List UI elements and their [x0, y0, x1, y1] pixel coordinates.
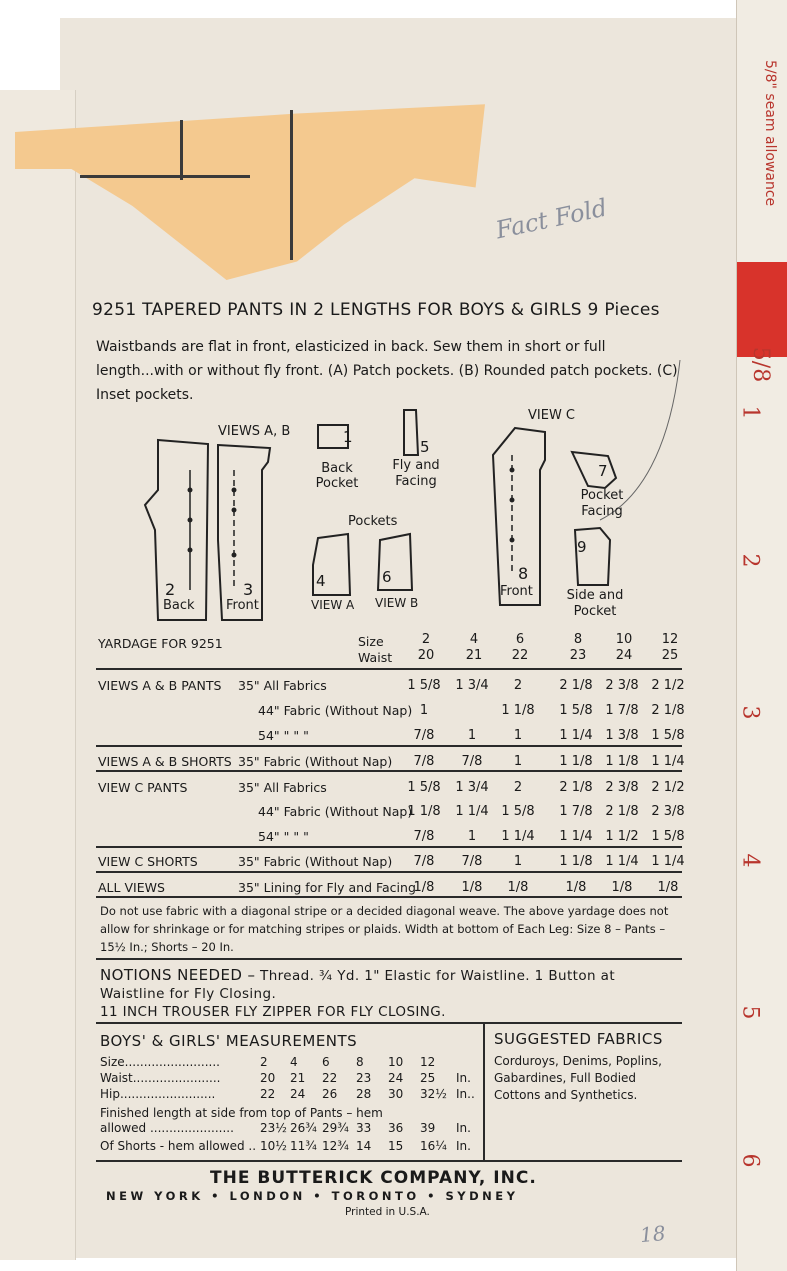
- yardage-cell: 1 1/4: [455, 804, 489, 819]
- yardage-cell: 1 3/4: [455, 780, 489, 795]
- yardage-view: ALL VIEWS: [98, 880, 165, 895]
- company-cities: NEW YORK • LONDON • TORONTO • SYDNEY: [106, 1189, 519, 1203]
- company-name: THE BUTTERICK COMPANY, INC.: [210, 1168, 537, 1188]
- measurement-value: 28: [356, 1087, 372, 1101]
- yardage-cell: 2 1/8: [605, 804, 639, 819]
- yardage-cell: 1 1/8: [559, 754, 593, 769]
- divider: [96, 668, 682, 670]
- printed-in: Printed in U.S.A.: [345, 1206, 430, 1218]
- tape-mark: 5: [737, 1005, 763, 1020]
- measurement-value: 2: [260, 1055, 268, 1069]
- measurement-value: 15: [388, 1139, 404, 1153]
- piece-5-number: 5: [420, 438, 430, 456]
- yardage-cell: 1 1/8: [559, 854, 593, 869]
- yardage-cell: 7/8: [413, 728, 435, 743]
- tape-mark: 2: [737, 553, 763, 568]
- yardage-cell: 7/8: [413, 754, 435, 769]
- measurement-value: 29¾: [322, 1121, 349, 1135]
- corner-handwritten-mark: 18: [639, 1220, 667, 1248]
- size-header: 12: [661, 632, 679, 647]
- yardage-cell: 1/8: [657, 880, 679, 895]
- divider: [96, 896, 682, 898]
- piece-9-side-pocket-outline: [575, 528, 610, 585]
- yardage-cell: 1: [419, 703, 429, 718]
- waist-header: 23: [569, 648, 587, 663]
- yardage-cell: 1 1/8: [605, 754, 639, 769]
- measurement-value: 24: [388, 1071, 404, 1085]
- yardage-cell: 1 1/4: [605, 854, 639, 869]
- measurement-value: 10: [388, 1055, 404, 1069]
- finished-length-label: Finished length at side from top of Pants – hem: [100, 1106, 383, 1120]
- yardage-fabric: 35" Fabric (Without Nap): [238, 754, 393, 769]
- yardage-view: VIEW C PANTS: [98, 780, 188, 795]
- piece-3-number: 3: [243, 580, 254, 599]
- yardage-fabric: 35" All Fabrics: [238, 678, 327, 693]
- yardage-cell: 2 3/8: [605, 780, 639, 795]
- yardage-note: Do not use fabric with a diagonal stripe or a decided diagonal weave. The above yardage does not allow for shrinkage or for matching stripes or plaids. Width at bottom of Each Leg: Size 8 – Pants – 15½ In.; Shorts – 20 In.: [100, 904, 669, 954]
- waist-header: 20: [417, 648, 435, 663]
- measurement-value: 39: [420, 1121, 436, 1135]
- yardage-cell: 2 1/8: [559, 780, 593, 795]
- yardage-fabric: 54" " " ": [258, 728, 309, 743]
- measurement-unit: In.: [456, 1121, 471, 1135]
- notions-section: [100, 966, 680, 1021]
- yardage-cell: 1 7/8: [559, 804, 593, 819]
- piece-2-number: 2: [165, 580, 176, 599]
- pattern-title: 9251 TAPERED PANTS IN 2 LENGTHS FOR BOYS & GIRLS 9 Pieces: [92, 300, 660, 320]
- yardage-title: YARDAGE FOR 9251: [98, 636, 223, 651]
- yardage-cell: 1: [467, 829, 477, 844]
- yardage-cell: 1 5/8: [559, 703, 593, 718]
- divider: [96, 770, 682, 772]
- measurement-value: 22: [322, 1071, 338, 1085]
- yardage-cell: 1 3/4: [455, 678, 489, 693]
- size-label: Size: [358, 634, 384, 649]
- fabrics-text: Corduroys, Denims, Poplins, Gabardines, Full Bodied Cottons and Synthetics.: [494, 1054, 662, 1102]
- measurement-value: 12¾: [322, 1139, 349, 1153]
- notions-text: Thread. ¾ Yd. 1" Elastic for Waistline. 1 Button at Waistline for Fly Closing.: [100, 968, 616, 1002]
- measurement-value: 25: [420, 1071, 436, 1085]
- fabrics-heading: SUGGESTED FABRICS: [494, 1030, 663, 1048]
- measurements-heading: BOYS' & GIRLS' MEASUREMENTS: [100, 1032, 358, 1050]
- piece-7-facing-outline: [572, 452, 616, 488]
- measurement-unit: In.: [456, 1139, 471, 1153]
- yardage-cell: 1 1/4: [559, 728, 593, 743]
- handwritten-note: Fact Fold: [493, 193, 610, 245]
- yardage-cell: 1: [513, 854, 523, 869]
- view-b-label: VIEW B: [375, 596, 419, 610]
- measurement-value: 16¼: [420, 1139, 447, 1153]
- piece-1-number: 1: [343, 428, 353, 446]
- yardage-cell: 1 1/4: [559, 829, 593, 844]
- measurement-label: Size.........................: [100, 1055, 220, 1069]
- measurement-value: 26: [322, 1087, 338, 1101]
- piece-2-back-outline: [145, 440, 208, 620]
- piece-7-number: 7: [598, 462, 608, 480]
- yardage-view: VIEWS A & B PANTS: [98, 678, 222, 693]
- notions-heading: NOTIONS NEEDED –: [100, 966, 256, 984]
- measurement-label: Hip.........................: [100, 1087, 216, 1101]
- yardage-cell: 7/8: [413, 829, 435, 844]
- yardage-cell: 1 1/4: [501, 829, 535, 844]
- piece-1-label: Back Pocket: [315, 461, 359, 491]
- yardage-cell: 1/8: [507, 880, 529, 895]
- measurement-value: 33: [356, 1121, 372, 1135]
- size-header: 6: [515, 632, 525, 647]
- yardage-cell: 1 5/8: [651, 728, 685, 743]
- size-header: 10: [615, 632, 633, 647]
- piece-5-fly-outline: [404, 410, 418, 455]
- view-c-label: VIEW C: [528, 408, 576, 423]
- piece-9-number: 9: [577, 538, 587, 556]
- yardage-cell: 2 3/8: [605, 678, 639, 693]
- size-header: 8: [573, 632, 583, 647]
- yardage-cell: 2 1/2: [651, 678, 685, 693]
- measurement-value: 30: [388, 1087, 404, 1101]
- yardage-cell: 1 1/4: [651, 754, 685, 769]
- divider: [483, 1022, 485, 1160]
- measurement-label: allowed ......................: [100, 1121, 234, 1135]
- yardage-cell: 7/8: [461, 854, 483, 869]
- yardage-cell: 1 7/8: [605, 703, 639, 718]
- measurement-value: 11¾: [290, 1139, 317, 1153]
- tape-mark: 5/8: [748, 346, 774, 383]
- yardage-cell: 1: [513, 728, 523, 743]
- yardage-cell: 1 1/4: [651, 854, 685, 869]
- piece-4-number: 4: [316, 572, 326, 590]
- yardage-fabric: 35" Fabric (Without Nap): [238, 854, 393, 869]
- measurement-unit: In.: [456, 1071, 471, 1085]
- views-ab-label: VIEWS A, B: [218, 424, 291, 439]
- yardage-view: VIEW C SHORTS: [98, 854, 198, 869]
- yardage-cell: 2 1/2: [651, 780, 685, 795]
- measurement-value: 14: [356, 1139, 372, 1153]
- yardage-fabric: 44" Fabric (Without Nap): [258, 804, 413, 819]
- measurement-value: 12: [420, 1055, 436, 1069]
- waist-label: Waist: [358, 650, 393, 665]
- measurement-value: 21: [290, 1071, 306, 1085]
- pockets-label: Pockets: [348, 514, 398, 529]
- divider: [96, 1160, 682, 1162]
- yardage-cell: 1/8: [461, 880, 483, 895]
- tape-mark: 4: [737, 853, 763, 868]
- piece-6-number: 6: [382, 568, 392, 586]
- measurement-label: Waist.......................: [100, 1071, 221, 1085]
- yardage-cell: 1 3/8: [605, 728, 639, 743]
- measurement-value: 23½: [260, 1121, 287, 1135]
- piece-5-label: Fly and Facing: [392, 458, 440, 489]
- yardage-cell: 1 1/8: [501, 703, 535, 718]
- measurement-value: 22: [260, 1087, 276, 1101]
- divider: [96, 871, 682, 873]
- divider: [96, 745, 682, 747]
- yardage-view: VIEWS A & B SHORTS: [98, 754, 232, 769]
- size-header: 2: [421, 632, 431, 647]
- yardage-cell: 7/8: [413, 854, 435, 869]
- measurement-value: 4: [290, 1055, 298, 1069]
- tape-mark: 6: [737, 1153, 763, 1168]
- yardage-fabric: 44" Fabric (Without Nap): [258, 703, 413, 718]
- notions-zipper: 11 INCH TROUSER FLY ZIPPER FOR FLY CLOSING.: [100, 1004, 446, 1020]
- measurement-value: 8: [356, 1055, 364, 1069]
- yardage-cell: 1 1/8: [407, 804, 441, 819]
- yardage-cell: 2 3/8: [651, 804, 685, 819]
- view-a-label: VIEW A: [311, 598, 355, 612]
- piece-2-label: Back: [163, 598, 195, 613]
- measurement-value: 20: [260, 1071, 276, 1085]
- divider: [96, 958, 682, 960]
- piece-9-label: Side and Pocket: [566, 588, 624, 619]
- yardage-cell: 1: [467, 728, 477, 743]
- yardage-cell: 1: [513, 754, 523, 769]
- tape-mark: 1: [737, 405, 763, 420]
- waist-header: 25: [661, 648, 679, 663]
- measurement-value: 23: [356, 1071, 372, 1085]
- yardage-cell: 1 5/8: [501, 804, 535, 819]
- yardage-fabric: 35" All Fabrics: [238, 780, 327, 795]
- yardage-fabric: 54" " " ": [258, 829, 309, 844]
- yardage-cell: 1/8: [413, 880, 435, 895]
- waist-header: 22: [511, 648, 529, 663]
- yardage-cell: 7/8: [461, 754, 483, 769]
- tape-mark: 3: [737, 705, 763, 720]
- yardage-cell: 1 5/8: [651, 829, 685, 844]
- piece-7-label: Pocket Facing: [580, 488, 624, 519]
- yardage-cell: 1 5/8: [407, 780, 441, 795]
- measurement-value: 10½: [260, 1139, 287, 1153]
- piece-8-label: Front: [500, 584, 533, 599]
- size-header: 4: [469, 632, 479, 647]
- yardage-cell: 2 1/8: [651, 703, 685, 718]
- measurement-label: Of Shorts - hem allowed ..: [100, 1139, 257, 1153]
- measurement-unit: In..: [456, 1087, 475, 1101]
- divider: [96, 1022, 682, 1024]
- measurement-value: 6: [322, 1055, 330, 1069]
- pattern-description: Waistbands are flat in front, elasticized in back. Sew them in short or full length...with or without fly front. (A) Patch pockets. (B) Rounded patch pockets. (C) Inset pockets.: [96, 339, 678, 403]
- measurement-value: 24: [290, 1087, 306, 1101]
- piece-8-number: 8: [518, 564, 529, 583]
- seam-allowance-label: 5/8" seam allowance: [762, 60, 778, 207]
- piece-3-label: Front: [226, 598, 259, 613]
- yardage-cell: 2 1/8: [559, 678, 593, 693]
- yardage-fabric: 35" Lining for Fly and Facing: [238, 880, 416, 895]
- yardage-cell: 2: [513, 780, 523, 795]
- yardage-cell: 1/8: [565, 880, 587, 895]
- yardage-cell: 1 5/8: [407, 678, 441, 693]
- waist-header: 24: [615, 648, 633, 663]
- yardage-cell: 1/8: [611, 880, 633, 895]
- measurement-value: 32½: [420, 1087, 447, 1101]
- yardage-cell: 1 1/2: [605, 829, 639, 844]
- yardage-cell: 2: [513, 678, 523, 693]
- measurement-value: 26¾: [290, 1121, 317, 1135]
- waist-header: 21: [465, 648, 483, 663]
- divider: [96, 846, 682, 848]
- measurement-value: 36: [388, 1121, 404, 1135]
